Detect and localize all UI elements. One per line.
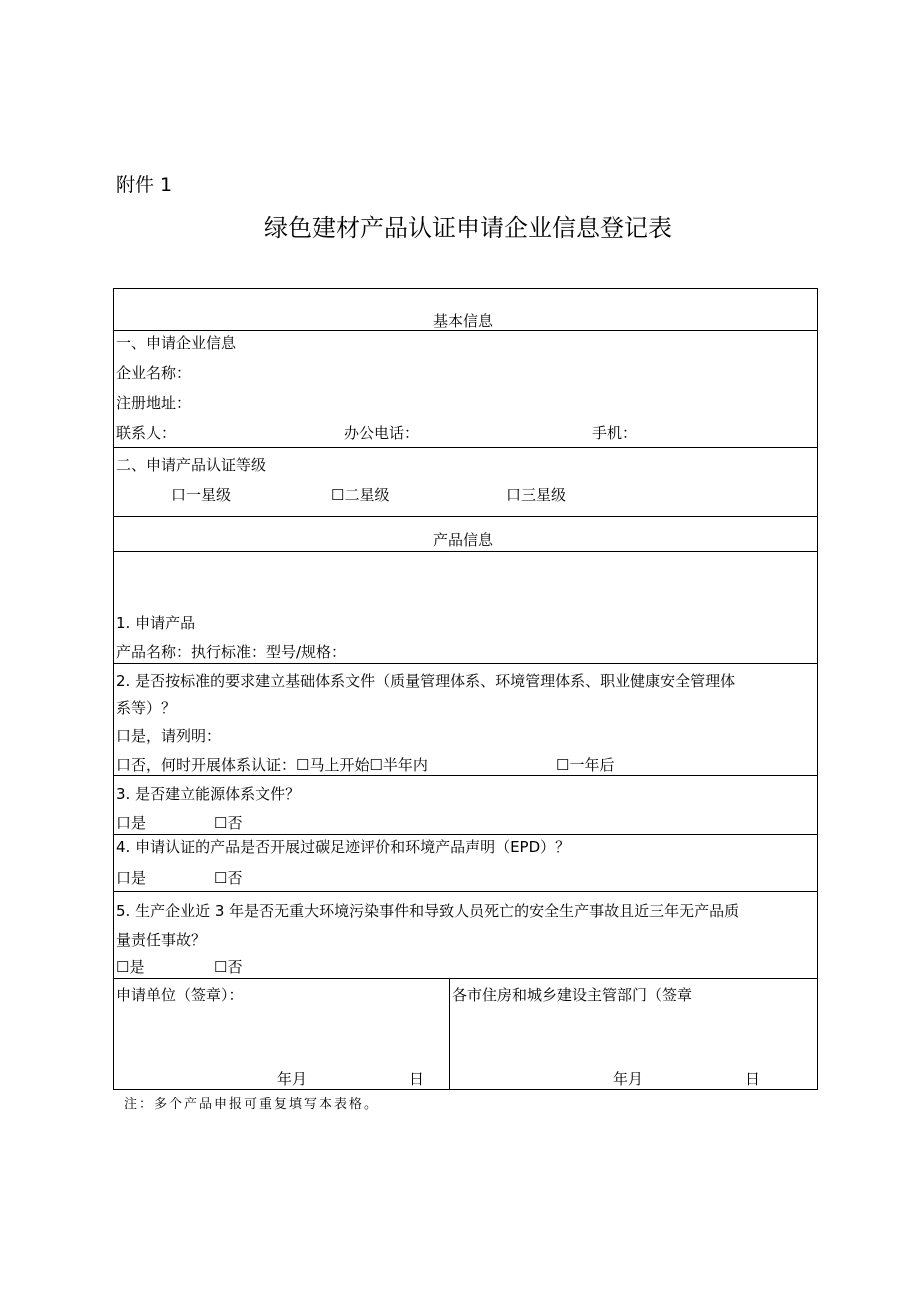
company-info-title: 一、申请企业信息 (116, 334, 237, 352)
q1-fields[interactable]: 产品名称：执行标准：型号/规格： (116, 643, 347, 661)
q2-yes-option[interactable]: 口是，请列明： (116, 727, 222, 745)
row-divider (113, 551, 818, 552)
address-label[interactable]: 注册地址： (116, 394, 192, 412)
q2-no-option[interactable]: 口否，何时开展体系认证：☐马上开始☐半年内 (116, 756, 428, 774)
contact-label[interactable]: 联系人： (116, 424, 177, 442)
authority-date-day: 日 (745, 1070, 761, 1088)
row-divider (113, 834, 818, 835)
row-divider (113, 775, 818, 776)
grade-option-two-star[interactable]: ☐二星级 (331, 486, 390, 504)
q5-no-option[interactable]: ☐否 (214, 958, 243, 976)
product-info-heading: 产品信息 (433, 531, 494, 549)
row-divider (113, 978, 818, 979)
attachment-label: 附件 1 (116, 174, 173, 196)
row-divider (113, 891, 818, 892)
grade-option-three-star[interactable]: 口三星级 (506, 486, 567, 504)
grade-option-one-star[interactable]: 口一星级 (171, 486, 232, 504)
applicant-signature-label: 申请单位（签章）： (116, 986, 244, 1004)
company-name-label[interactable]: 企业名称： (116, 364, 192, 382)
office-phone-label[interactable]: 办公电话： (344, 424, 420, 442)
q2-title-line1: 2. 是否按标准的要求建立基础体系文件（质量管理体系、环境管理体系、职业健康安全管理体 (116, 672, 736, 690)
q2-later-option[interactable]: ☐一年后 (556, 756, 615, 774)
applicant-date-year-month: 年月 (277, 1070, 308, 1088)
q3-title: 3. 是否建立能源体系文件？ (116, 785, 301, 803)
row-divider (113, 516, 818, 517)
page-title: 绿色建材产品认证申请企业信息登记表 (264, 214, 672, 242)
q3-no-option[interactable]: ☐否 (214, 814, 243, 832)
basic-info-heading: 基本信息 (433, 312, 494, 330)
authority-signature-label: 各市住房和城乡建设主管部门（签章 (452, 986, 693, 1004)
q5-title-line1: 5. 生产企业近 3 年是否无重大环境污染事件和导致人员死亡的安全生产事故且近三年无产品质 (116, 902, 740, 920)
applicant-date-day: 日 (409, 1070, 425, 1088)
authority-date-year-month: 年月 (613, 1070, 644, 1088)
q4-no-option[interactable]: ☐否 (214, 869, 243, 887)
grade-title: 二、申请产品认证等级 (116, 456, 267, 474)
q1-title: 1. 申请产品 (116, 614, 196, 632)
q5-title-line2: 量责任事故？ (116, 931, 207, 949)
row-divider (113, 447, 818, 448)
mobile-label[interactable]: 手机： (592, 424, 638, 442)
column-divider (449, 978, 450, 1090)
q4-title: 4. 申请认证的产品是否开展过碳足迹评价和环境产品声明（EPD）？ (116, 838, 571, 856)
footer-note: 注：多个产品申报可重复填写本表格。 (124, 1097, 380, 1112)
q4-yes-option[interactable]: 口是 (116, 869, 147, 887)
q3-yes-option[interactable]: 口是 (116, 814, 147, 832)
row-divider (113, 330, 818, 331)
q5-yes-option[interactable]: ☐是 (116, 958, 145, 976)
q2-title-line2: 系等）？ (116, 699, 177, 717)
row-divider (113, 663, 818, 664)
